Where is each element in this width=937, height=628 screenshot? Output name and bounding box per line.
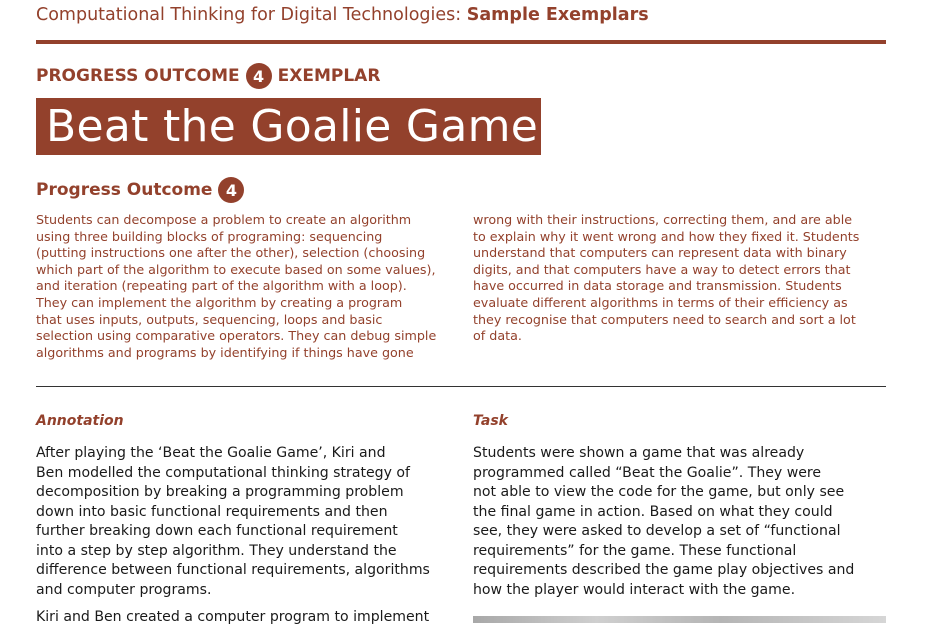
- document-header: [36, 5, 649, 25]
- outcome-heading-badge: 4: [218, 177, 244, 203]
- exemplar-label: EXEMPLAR: [277, 66, 381, 86]
- annotation-heading: Annotation: [36, 413, 124, 429]
- outcome-line: (putting instructions one after the other), selection (choosing: [36, 245, 426, 261]
- annotation-line: into a step by step algorithm. They understand the: [36, 542, 397, 559]
- annotation-line: decomposition by breaking a programming problem: [36, 484, 404, 500]
- outcome-line: algorithms and programs by identifying if things have gone: [36, 344, 414, 360]
- task-body: [473, 444, 893, 600]
- progress-outcome-label: PROGRESS OUTCOME: [36, 66, 240, 86]
- annotation-line: Kiri and Ben created a computer program to implement: [36, 609, 430, 625]
- outcome-line: wrong with their instructions, correcting them, and are able: [473, 212, 853, 227]
- outcome-line: they recognise that computers need to search and sort a lot: [473, 311, 856, 327]
- task-line: Students were shown a game that was already: [473, 445, 805, 461]
- title-banner: [36, 98, 541, 155]
- outcome-line: which part of the algorithm to execute based on some values),: [36, 261, 436, 277]
- outcome-line: to explain why it went wrong and how they fixed it. Students: [473, 228, 860, 244]
- task-line: see, they were asked to develop a set of “functional: [473, 523, 841, 539]
- header-bold: Sample Exemplars: [466, 5, 649, 25]
- annotation-line: further breaking down each functional requirement: [36, 523, 398, 539]
- annotation-line: After playing the ‘Beat the Goalie Game’, Kiri and: [36, 445, 386, 461]
- outcome-number-badge: 4: [246, 63, 272, 89]
- progress-outcome-heading: [36, 176, 244, 204]
- outcome-line: understand that computers can represent data with binary: [473, 245, 847, 261]
- task-line: programmed called “Beat the Goalie”. They were: [473, 464, 822, 481]
- outcome-line: have occurred in data storage and transmission. Students: [473, 278, 842, 294]
- outcome-line: Students can decompose a problem to create an algorithm: [36, 212, 412, 227]
- header-prefix: Computational Thinking for Digital Technologies:: [36, 5, 462, 25]
- outcome-line: digits, and that computers have a way to detect errors that: [473, 261, 851, 277]
- outcome-line: evaluate different algorithms in terms of their efficiency as: [473, 294, 848, 310]
- annotation-line: and computer programs.: [36, 581, 212, 598]
- header-rule: [36, 40, 886, 44]
- outcome-line: using three building blocks of programing: sequencing: [36, 228, 383, 244]
- annotation-line: Ben modelled the computational thinking strategy of: [36, 464, 411, 481]
- task-line: the final game in action. Based on what they could: [473, 503, 833, 520]
- page-title: Beat the Goalie Game: [46, 101, 539, 152]
- progress-outcome-heading-label: Progress Outcome: [36, 180, 213, 200]
- task-line: how the player would interact with the game.: [473, 581, 796, 598]
- outcome-line: They can implement the algorithm by creating a program: [36, 294, 403, 310]
- annotation-line: difference between functional requirements, algorithms: [36, 562, 430, 578]
- outcome-text-left: [36, 212, 454, 361]
- outcome-line: of data.: [473, 328, 522, 344]
- annotation-body: [36, 444, 456, 628]
- outcome-line: and iteration (repeating part of the algorithm with a loop).: [36, 278, 407, 294]
- annotation-line: down into basic functional requirements and then: [36, 503, 388, 520]
- task-line: not able to view the code for the game, but only see: [473, 484, 845, 500]
- section-divider: [36, 386, 886, 387]
- task-line: requirements” for the game. These functional: [473, 542, 797, 559]
- outcome-line: that uses inputs, outputs, sequencing, loops and basic: [36, 311, 383, 327]
- annotation-spacer: [36, 600, 456, 608]
- task-line: requirements described the game play objectives and: [473, 562, 855, 578]
- game-screenshot-image: [473, 616, 886, 623]
- outcome-line: selection using comparative operators. They can debug simple: [36, 328, 437, 344]
- task-heading: Task: [473, 413, 508, 429]
- progress-outcome-exemplar-line: [36, 62, 380, 90]
- outcome-text-right: [473, 212, 891, 345]
